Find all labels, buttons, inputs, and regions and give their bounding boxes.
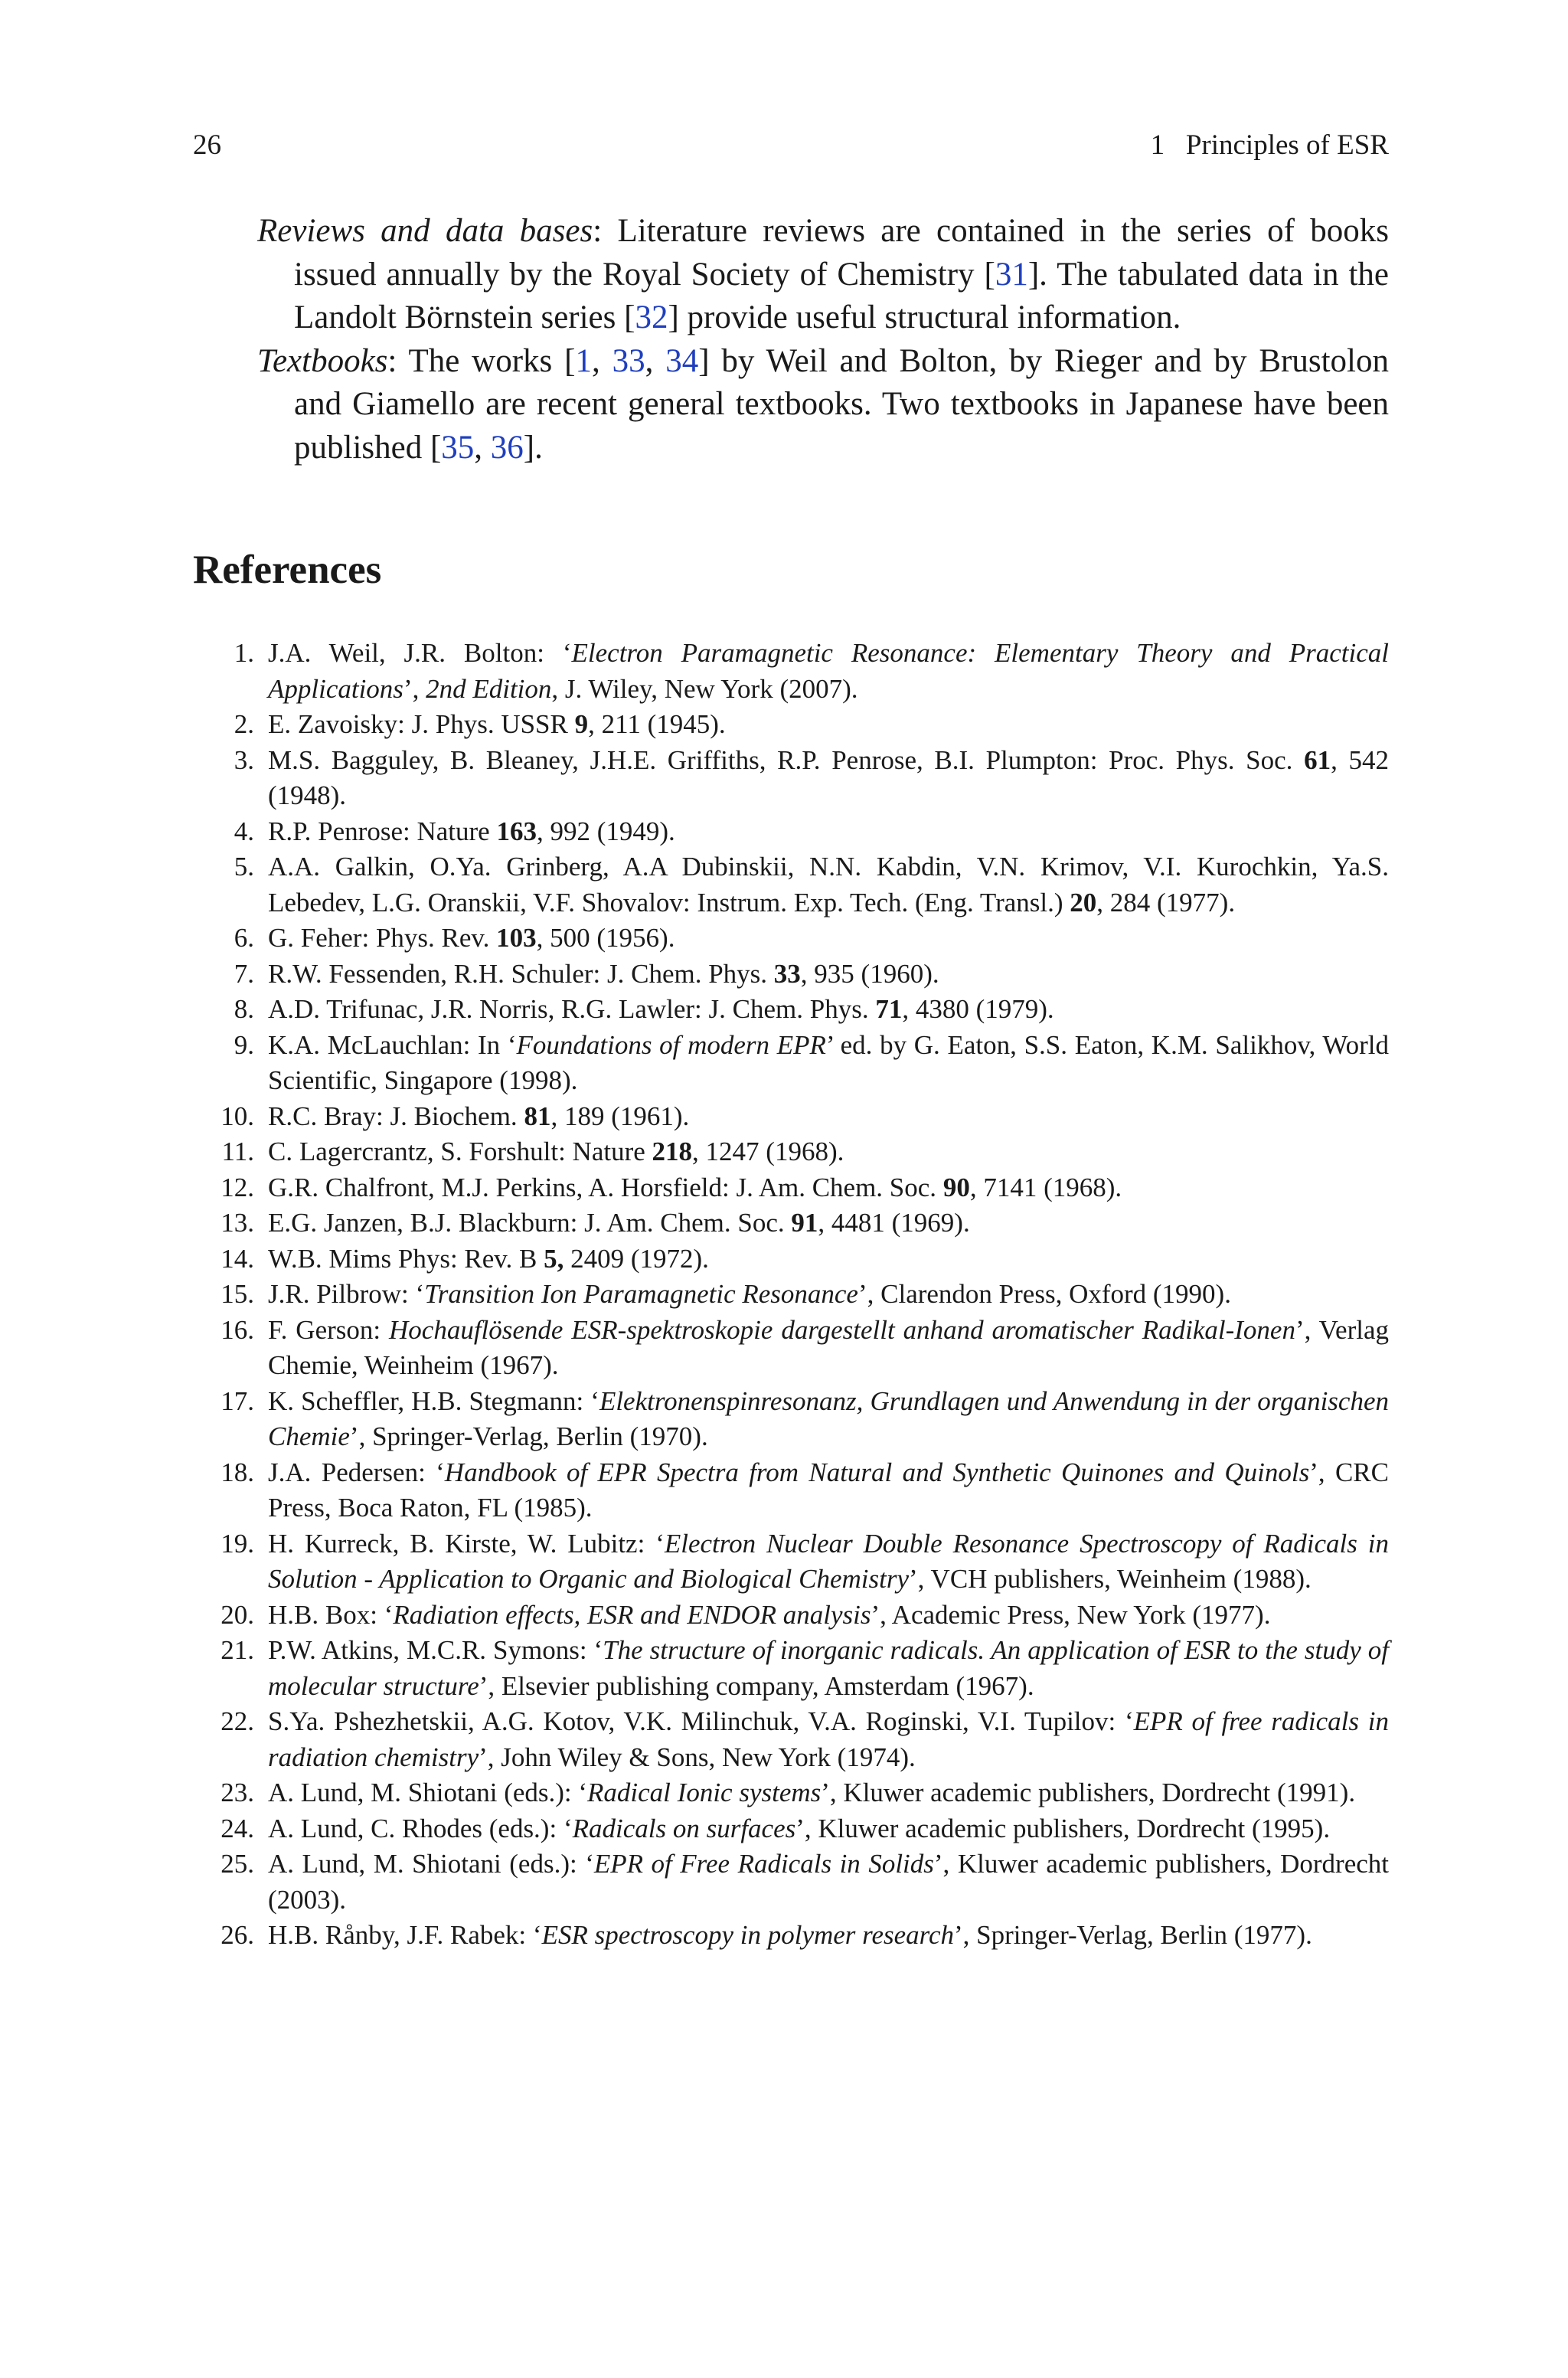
- reviews-lead: Reviews and data bases: [257, 213, 593, 249]
- reference-item: [193, 1205, 1389, 1241]
- reference-text: [268, 1277, 1389, 1313]
- reference-text: [268, 1099, 1389, 1135]
- reference-item: [193, 1704, 1389, 1775]
- reference-segment: K.A. McLauchlan: In ‘: [268, 1029, 517, 1060]
- reference-number: 15.: [220, 1279, 254, 1309]
- citation-link[interactable]: 34: [665, 342, 699, 379]
- citation-link[interactable]: 33: [612, 342, 645, 379]
- reference-item: [193, 1241, 1389, 1277]
- reference-segment: , 211 (1945).: [588, 709, 726, 739]
- reference-number: 21.: [220, 1635, 254, 1665]
- reviews-paragraph: [257, 210, 1389, 340]
- reference-text: [268, 1811, 1389, 1847]
- page-number: 26: [193, 129, 221, 161]
- reference-text: [268, 1598, 1389, 1634]
- reference-segment: , 7141 (1968).: [969, 1172, 1122, 1202]
- reference-text: [268, 1633, 1389, 1704]
- reference-segment: ’, VCH publishers, Weinheim (1988).: [909, 1564, 1312, 1594]
- reference-text: [268, 1526, 1389, 1598]
- reference-segment: ’, Kluwer academic publishers, Dordrecht (2003).: [268, 1849, 1389, 1915]
- reference-volume: 90: [942, 1172, 970, 1202]
- reference-item: [193, 1598, 1389, 1634]
- reference-text: [268, 1241, 1389, 1277]
- reference-number: 6.: [234, 923, 254, 953]
- reference-segment: ’, Academic Press, New York (1977).: [871, 1599, 1271, 1630]
- reference-title: EPR of Free Radicals in Solids: [593, 1849, 934, 1879]
- reference-item: [193, 1170, 1389, 1206]
- reference-volume: 163: [496, 816, 537, 846]
- reference-segment: , J. Wiley, New York (2007).: [551, 673, 858, 704]
- reference-number: 5.: [234, 852, 254, 882]
- reference-item: [193, 1846, 1389, 1918]
- reference-text: [268, 707, 1389, 743]
- reference-segment: , 992 (1949).: [536, 816, 675, 846]
- reference-number: 19.: [220, 1528, 254, 1559]
- reference-segment: ’,: [403, 673, 426, 704]
- reference-volume: 61: [1304, 744, 1331, 775]
- reference-segment: ’ ed. by G. Eaton, S.S. Eaton, K.M. Salikhov, World Scientific, Singapore (1998).: [268, 1029, 1389, 1095]
- reference-segment: R.W. Fessenden, R.H. Schuler: J. Chem. Phys.: [268, 958, 774, 989]
- reference-segment: , 4481 (1969).: [818, 1208, 970, 1238]
- reference-text: [268, 1028, 1389, 1099]
- reference-number: 11.: [221, 1137, 254, 1166]
- reference-segment: A.A. Galkin, O.Ya. Grinberg, A.A Dubinskii, N.N. Kabdin, V.N. Krimov, V.I. Kurochkin, Ya.S. Lebedev, L.G. Oranskii, V.F. Shovalov: Instrum. Exp. Tech. (Eng. Transl.): [268, 852, 1389, 918]
- reference-number: 13.: [220, 1208, 254, 1238]
- reference-number: 23.: [220, 1778, 254, 1807]
- reference-segment: A. Lund, C. Rhodes (eds.): ‘: [268, 1813, 573, 1843]
- reference-number: 26.: [220, 1920, 254, 1950]
- reference-title: Handbook of EPR Spectra from Natural and Synthetic Quinones and Quinols: [444, 1457, 1310, 1487]
- reference-item: [193, 1134, 1389, 1170]
- reference-segment: S.Ya. Pshezhetskii, A.G. Kotov, V.K. Milinchuk, V.A. Roginski, V.I. Tupilov: ‘: [268, 1706, 1134, 1736]
- reference-title: Radiation effects, ESR and ENDOR analysis: [393, 1599, 871, 1630]
- textbooks-paragraph: [257, 340, 1389, 470]
- reference-title: Elektronenspinresonanz, Grundlagen und Anwendung in der organischen Chemie: [268, 1385, 1389, 1451]
- intro-section: [257, 210, 1389, 469]
- reference-item: [193, 1526, 1389, 1598]
- reference-segment: ’, John Wiley & Sons, New York (1974).: [479, 1742, 916, 1772]
- reference-volume: 91: [791, 1208, 818, 1238]
- reference-title: Foundations of modern EPR: [516, 1029, 826, 1060]
- reference-text: [268, 1775, 1389, 1811]
- reference-item: [193, 1384, 1389, 1455]
- textbooks-text: ] by Weil and Bolton, by Rieger and by Brustolon and Giamello are recent general textbooks. Two textbooks in Japanese have been published [: [294, 342, 1390, 466]
- reference-segment: M.S. Bagguley, B. Bleaney, J.H.E. Griffiths, R.P. Penrose, B.I. Plumpton: Proc. Phys. Soc.: [268, 744, 1305, 775]
- reference-text: [268, 1384, 1389, 1455]
- chapter-title: 1 Principles of ESR: [1150, 129, 1389, 161]
- reference-text: [268, 1313, 1389, 1384]
- reference-volume: 81: [524, 1101, 551, 1131]
- reviews-text: : Literature reviews are contained in the series of books issued annually by the Royal Society of Chemistry [: [294, 213, 1390, 293]
- reference-title: 2nd Edition: [426, 673, 552, 704]
- reviews-text: ] provide useful structural information.: [668, 299, 1181, 335]
- reference-item: [193, 743, 1389, 814]
- reference-number: 16.: [220, 1314, 254, 1345]
- reference-segment: , 4380 (1979).: [902, 994, 1054, 1024]
- reference-number: 4.: [234, 816, 254, 846]
- reference-item: [193, 1313, 1389, 1384]
- textbooks-text: ].: [523, 429, 543, 466]
- reference-item: [193, 1633, 1389, 1704]
- reference-number: 10.: [220, 1101, 254, 1131]
- reference-number: 18.: [220, 1457, 254, 1487]
- reference-number: 17.: [220, 1385, 254, 1416]
- reference-segment: 2409 (1972).: [564, 1243, 709, 1274]
- citation-link[interactable]: 36: [490, 429, 524, 466]
- reference-text: [268, 1918, 1389, 1954]
- reference-segment: ’, Verlag Chemie, Weinheim (1967).: [268, 1314, 1389, 1380]
- reference-segment: , 500 (1956).: [536, 923, 675, 953]
- reference-item: [193, 921, 1389, 957]
- reference-title: Transition Ion Paramagnetic Resonance: [424, 1279, 858, 1309]
- reference-title: EPR of free radicals in radiation chemistry: [268, 1706, 1389, 1772]
- citation-separator: ,: [591, 342, 612, 379]
- textbooks-text: : The works [: [387, 342, 576, 379]
- reference-volume: 218: [652, 1137, 693, 1166]
- reference-segment: W.B. Mims Phys: Rev. B: [268, 1243, 544, 1274]
- reference-segment: G.R. Chalfront, M.J. Perkins, A. Horsfield: J. Am. Chem. Soc.: [268, 1172, 943, 1202]
- reference-segment: ’, Springer-Verlag, Berlin (1970).: [349, 1421, 708, 1451]
- reference-text: [268, 957, 1389, 993]
- reference-text: [268, 1704, 1389, 1775]
- reference-volume: 33: [773, 958, 801, 989]
- reference-number: 3.: [234, 744, 254, 775]
- reference-segment: R.P. Penrose: Nature: [268, 816, 497, 846]
- reference-volume: 5,: [544, 1243, 564, 1274]
- reviews-text: ]. The tabulated data in the Landolt Börnstein series [: [294, 256, 1389, 335]
- reference-segment: ’, Springer-Verlag, Berlin (1977).: [954, 1920, 1312, 1950]
- reference-segment: E. Zavoisky: J. Phys. USSR: [268, 709, 575, 739]
- reference-item: [193, 1028, 1389, 1099]
- reference-item: [193, 992, 1389, 1028]
- reference-item: [193, 957, 1389, 993]
- reference-segment: ’, Elsevier publishing company, Amsterdam (1967).: [479, 1670, 1034, 1701]
- reference-number: 1.: [234, 638, 254, 668]
- reference-number: 8.: [234, 994, 254, 1024]
- reference-item: [193, 1099, 1389, 1135]
- reference-number: 24.: [220, 1813, 254, 1843]
- citation-link[interactable]: 35: [441, 429, 475, 466]
- reference-text: [268, 1846, 1389, 1918]
- reference-title: The structure of inorganic radicals. An application of ESR to the study of molecular structure: [268, 1635, 1389, 1701]
- reference-segment: , 542 (1948).: [268, 744, 1390, 810]
- reference-segment: , 189 (1961).: [550, 1101, 690, 1131]
- references-heading: References: [193, 548, 382, 592]
- reference-item: [193, 707, 1389, 743]
- reference-item: [193, 1277, 1389, 1313]
- reference-title: ESR spectroscopy in polymer research: [541, 1920, 955, 1950]
- reference-item: [193, 1455, 1389, 1526]
- reference-segment: A.D. Trifunac, J.R. Norris, R.G. Lawler: J. Chem. Phys.: [268, 994, 876, 1024]
- reference-number: 14.: [220, 1243, 254, 1274]
- reference-segment: F. Gerson:: [268, 1314, 390, 1345]
- reference-volume: 103: [496, 923, 537, 953]
- reference-segment: J.A. Pedersen: ‘: [268, 1457, 445, 1487]
- reference-volume: 9: [574, 709, 589, 739]
- reference-segment: H. Kurreck, B. Kirste, W. Lubitz: ‘: [268, 1528, 665, 1559]
- reference-segment: E.G. Janzen, B.J. Blackburn: J. Am. Chem. Soc.: [268, 1208, 792, 1238]
- reference-item: [193, 814, 1389, 850]
- reference-number: 9.: [234, 1029, 254, 1060]
- reference-segment: P.W. Atkins, M.C.R. Symons: ‘: [268, 1635, 603, 1665]
- reference-text: [268, 1455, 1389, 1526]
- reference-segment: A. Lund, M. Shiotani (eds.): ‘: [268, 1778, 588, 1807]
- reference-number: 7.: [234, 958, 254, 989]
- reference-segment: R.C. Bray: J. Biochem.: [268, 1101, 524, 1131]
- reference-text: [268, 814, 1389, 850]
- reference-number: 12.: [220, 1172, 254, 1202]
- reference-number: 20.: [220, 1599, 254, 1630]
- reference-text: [268, 992, 1389, 1028]
- reference-segment: , 935 (1960).: [800, 958, 939, 989]
- reference-item: [193, 849, 1389, 921]
- reference-text: [268, 1205, 1389, 1241]
- reference-segment: ’, Clarendon Press, Oxford (1990).: [858, 1279, 1231, 1309]
- reference-segment: J.R. Pilbrow: ‘: [268, 1279, 425, 1309]
- citation-separator: ,: [645, 342, 666, 379]
- reference-segment: G. Feher: Phys. Rev.: [268, 923, 497, 953]
- reference-text: [268, 743, 1389, 814]
- reference-number: 22.: [220, 1706, 254, 1736]
- reference-title: Radicals on surfaces: [572, 1813, 796, 1843]
- reference-text: [268, 921, 1389, 957]
- reference-volume: 71: [875, 994, 903, 1024]
- reference-segment: , 1247 (1968).: [692, 1137, 844, 1166]
- reference-title: Electron Nuclear Double Resonance Spectroscopy of Radicals in Solution - Application to Organic and Biological Chemistry: [268, 1528, 1389, 1594]
- reference-segment: , 284 (1977).: [1096, 887, 1236, 918]
- reference-segment: C. Lagercrantz, S. Forshult: Nature: [268, 1137, 652, 1166]
- reference-title: Electron Paramagnetic Resonance: Elementary Theory and Practical Applications: [268, 638, 1390, 704]
- reference-segment: H.B. Box: ‘: [268, 1599, 394, 1630]
- reference-item: [193, 636, 1389, 707]
- citation-link[interactable]: 32: [635, 299, 668, 335]
- reference-segment: ’, Kluwer academic publishers, Dordrecht (1991).: [821, 1778, 1356, 1807]
- reference-number: 2.: [234, 709, 254, 739]
- reference-title: Radical Ionic systems: [587, 1778, 822, 1807]
- reference-title: Hochauflösende ESR-spektroskopie dargestellt anhand aromatischer Radikal-Ionen: [389, 1314, 1295, 1345]
- textbooks-lead: Textbooks: [257, 342, 388, 379]
- reference-item: [193, 1811, 1389, 1847]
- reference-number: 25.: [220, 1849, 254, 1879]
- citation-link[interactable]: 31: [995, 256, 1028, 293]
- reference-segment: A. Lund, M. Shiotani (eds.): ‘: [268, 1849, 594, 1879]
- citation-separator: ,: [474, 429, 491, 466]
- reference-segment: J.A. Weil, J.R. Bolton: ‘: [268, 638, 572, 668]
- reference-segment: ’, CRC Press, Boca Raton, FL (1985).: [268, 1457, 1389, 1523]
- references-list: [193, 636, 1389, 1954]
- reference-text: [268, 849, 1389, 921]
- reference-segment: ’, Kluwer academic publishers, Dordrecht (1995).: [795, 1813, 1331, 1843]
- reference-item: [193, 1918, 1389, 1954]
- reference-item: [193, 1775, 1389, 1811]
- running-head: [193, 129, 1389, 162]
- reference-segment: K. Scheffler, H.B. Stegmann: ‘: [268, 1385, 599, 1416]
- reference-text: [268, 636, 1389, 707]
- citation-link[interactable]: 1: [575, 342, 592, 379]
- reference-segment: H.B. Rånby, J.F. Rabek: ‘: [268, 1920, 542, 1950]
- reference-volume: 20: [1070, 887, 1097, 918]
- reference-text: [268, 1170, 1389, 1206]
- reference-text: [268, 1134, 1389, 1170]
